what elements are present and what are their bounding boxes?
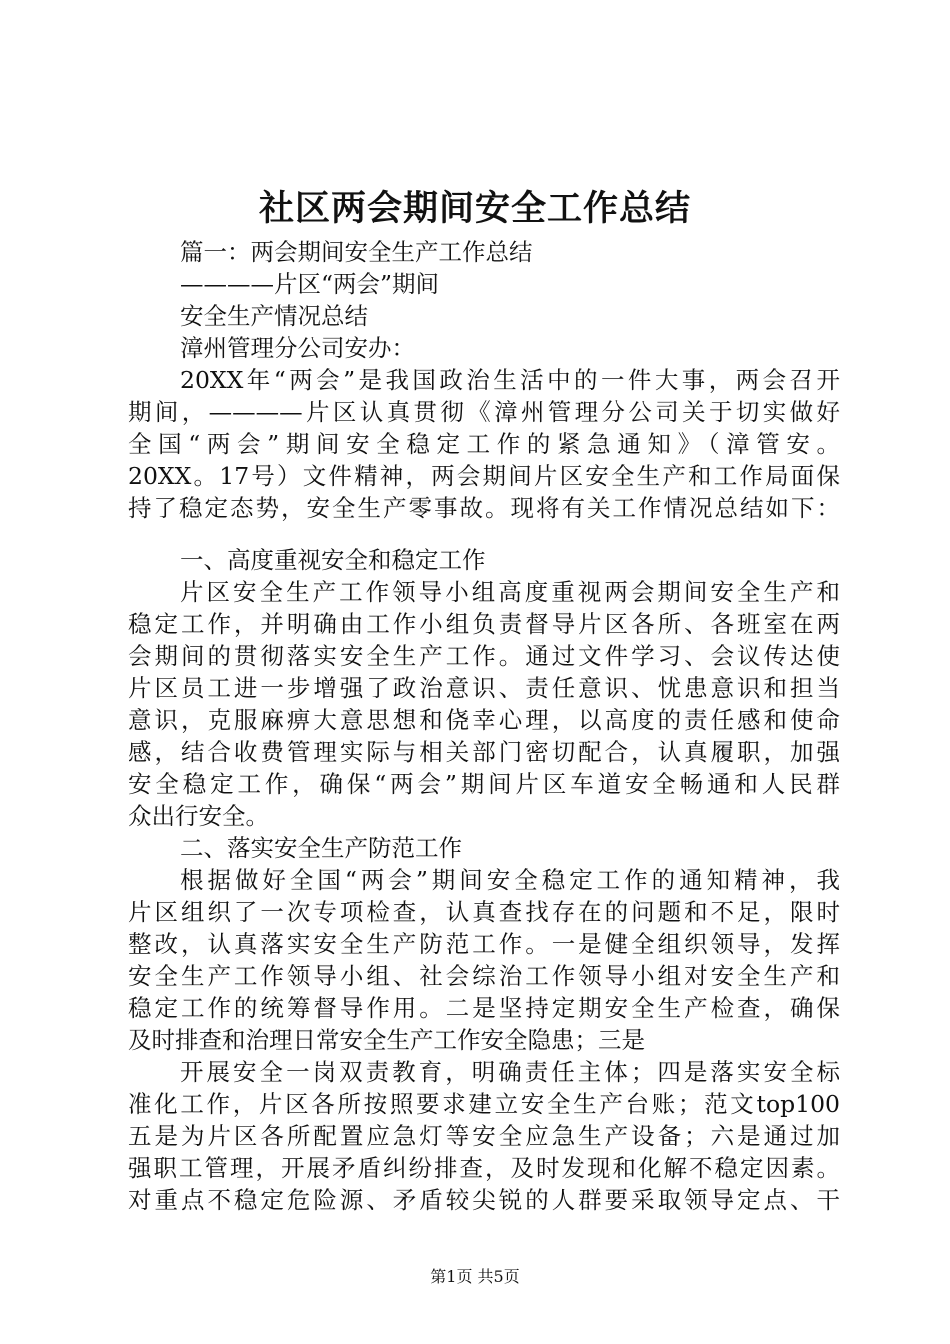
body-line: 片区组织了一次专项检查，认真查找存在的问题和不足，限时 bbox=[128, 898, 840, 926]
body-line: 开展安全一岗双责教育，明确责任主体；四是落实安全标 bbox=[180, 1058, 840, 1086]
body-line: 漳州管理分公司安办： bbox=[180, 334, 415, 362]
body-line: 持了稳定态势，安全生产零事故。现将有关工作情况总结如下： bbox=[128, 494, 840, 522]
body-line: 片区员工进一步增强了政治意识、责任意识、忧患意识和担当 bbox=[128, 674, 840, 702]
body-line: 感，结合收费管理实际与相关部门密切配合，认真履职，加强 bbox=[128, 738, 840, 766]
page-number: 第1页 共5页 bbox=[430, 1267, 520, 1286]
body-line: 稳定工作的统筹督导作用。二是坚持定期安全生产检查，确保 bbox=[128, 994, 840, 1022]
body-line: ————片区“两会”期间 bbox=[180, 270, 440, 298]
body-line: 期间，————片区认真贯彻《漳州管理分公司关于切实做好 bbox=[128, 398, 840, 426]
body-line: 根据做好全国“两会”期间安全稳定工作的通知精神，我 bbox=[180, 866, 840, 894]
section-heading: 二、落实安全生产防范工作 bbox=[180, 834, 462, 862]
body-line: 整改，认真落实安全生产防范工作。一是健全组织领导，发挥 bbox=[128, 930, 840, 958]
body-line: 安全生产情况总结 bbox=[180, 302, 368, 330]
body-line: 会期间的贯彻落实安全生产工作。通过文件学习、会议传达使 bbox=[128, 642, 840, 670]
body-line: 安全稳定工作，确保“两会”期间片区车道安全畅通和人民群 bbox=[128, 770, 840, 798]
body-line: 安全生产工作领导小组、社会综治工作领导小组对安全生产和 bbox=[128, 962, 840, 990]
body-line: 意识，克服麻痹大意思想和侥幸心理，以高度的责任感和使命 bbox=[128, 706, 840, 734]
section-heading: 篇一：两会期间安全生产工作总结 bbox=[180, 238, 533, 266]
body-line: 20XX年“两会”是我国政治生活中的一件大事，两会召开 bbox=[180, 366, 840, 394]
body-line: 强职工管理，开展矛盾纠纷排查，及时发现和化解不稳定因素。 bbox=[128, 1154, 840, 1182]
document-body bbox=[128, 236, 840, 1216]
document-title: 社区两会期间安全工作总结 bbox=[258, 188, 691, 229]
body-line: 稳定工作，并明确由工作小组负责督导片区各所、各班室在两 bbox=[128, 610, 840, 638]
body-line: 全国“两会”期间安全稳定工作的紧急通知》（漳管安。 bbox=[128, 430, 840, 458]
body-line: 众出行安全。 bbox=[128, 802, 269, 830]
paragraph-gap bbox=[128, 524, 840, 544]
body-line: 五是为片区各所配置应急灯等安全应急生产设备；六是通过加 bbox=[128, 1122, 840, 1150]
body-line: 对重点不稳定危险源、矛盾较尖锐的人群要采取领导定点、干 bbox=[128, 1186, 840, 1214]
body-line: 片区安全生产工作领导小组高度重视两会期间安全生产和 bbox=[180, 578, 840, 606]
body-line: 20XX。17号）文件精神，两会期间片区安全生产和工作局面保 bbox=[128, 462, 840, 490]
body-line: 及时排查和治理日常安全生产工作安全隐患；三是 bbox=[128, 1026, 645, 1054]
body-line: 准化工作，片区各所按照要求建立安全生产台账；范文top100 bbox=[128, 1090, 840, 1118]
section-heading: 一、高度重视安全和稳定工作 bbox=[180, 546, 486, 574]
